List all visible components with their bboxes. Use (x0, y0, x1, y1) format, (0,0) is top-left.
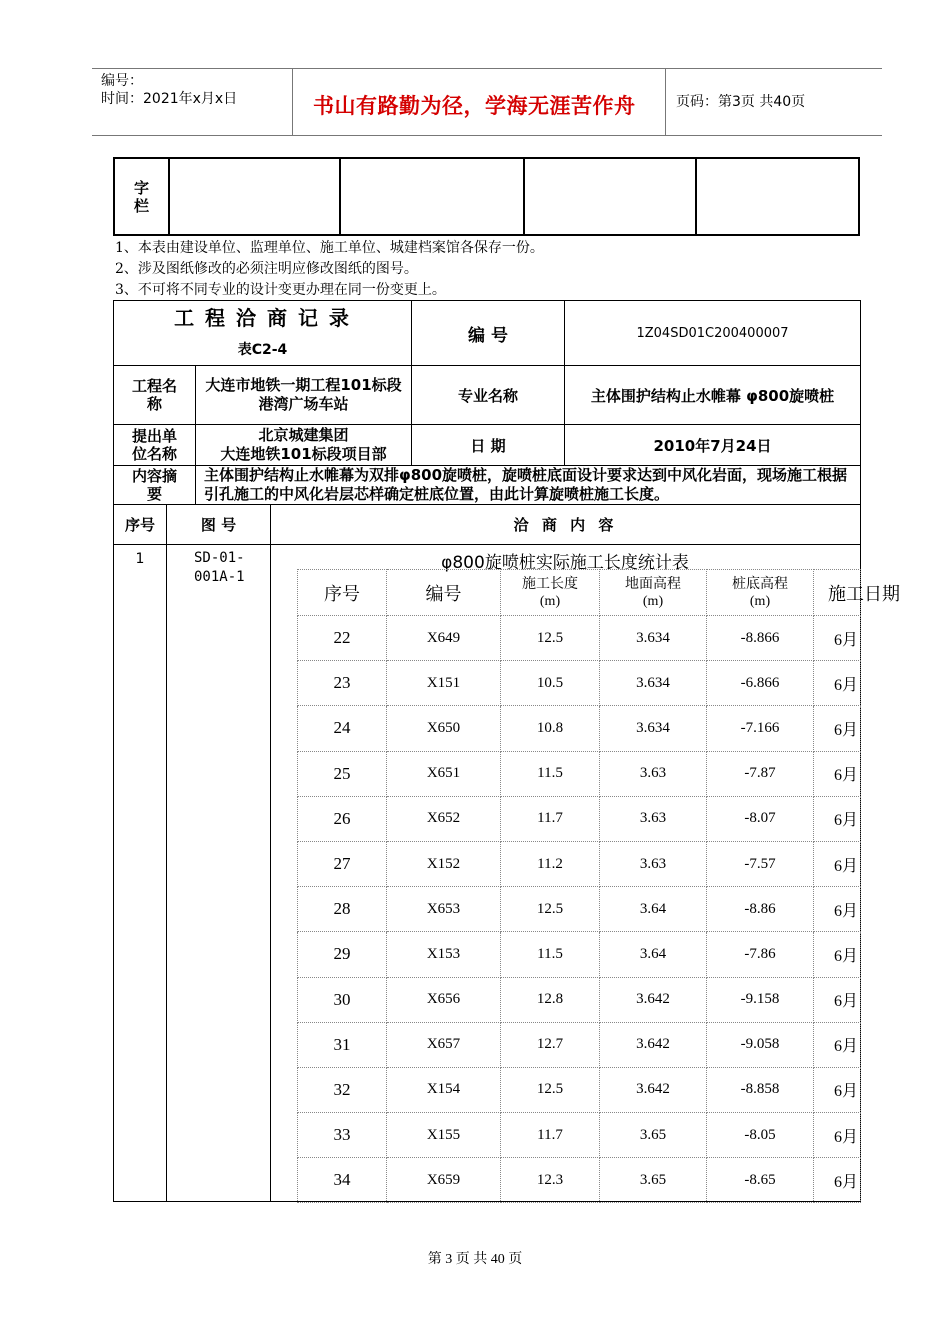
stats-cell-date: 6月 (814, 1113, 861, 1158)
stats-cell-seq: 33 (298, 1113, 387, 1158)
stats-cell-bottom: -9.058 (707, 1022, 814, 1067)
summary-label: 内容摘要 (114, 466, 196, 505)
stats-cell-date: 6月 (814, 751, 861, 796)
stats-header-bottom: 桩底高程 (m) (707, 570, 814, 616)
project-name-label: 工程名称 (114, 366, 196, 425)
stats-cell-ground: 3.64 (600, 932, 707, 977)
stats-cell-ground: 3.634 (600, 616, 707, 661)
stats-cell-length: 12.3 (501, 1158, 600, 1203)
project-name-value: 大连市地铁一期工程101标段 港湾广场车站 (196, 366, 412, 425)
stats-cell-bottom: -8.86 (707, 887, 814, 932)
stats-cell-ground: 3.642 (600, 1067, 707, 1112)
stats-cell-length: 10.8 (501, 706, 600, 751)
signature-cell-3 (524, 158, 696, 235)
stats-cell-bottom: -6.866 (707, 661, 814, 706)
stats-cell-code: X652 (387, 796, 501, 841)
stats-cell-seq: 31 (298, 1022, 387, 1067)
signature-cell-4 (696, 158, 859, 235)
stats-cell-length: 11.7 (501, 796, 600, 841)
table-row (298, 1022, 861, 1067)
header-serial: 编号： (101, 73, 143, 89)
stats-cell-date: 6月 (814, 977, 861, 1022)
table-row (298, 706, 861, 751)
date-value: 2010年7月24日 (565, 425, 861, 466)
note-1: 1、本表由建设单位、监理单位、施工单位、城建档案馆各保存一份。 (115, 240, 544, 256)
stats-header-date: 施工日期 (814, 570, 861, 616)
stats-cell-ground: 3.642 (600, 977, 707, 1022)
stats-cell-date: 6月 (814, 706, 861, 751)
stats-cell-ground: 3.63 (600, 841, 707, 886)
stats-cell-seq: 28 (298, 887, 387, 932)
stats-cell-code: X151 (387, 661, 501, 706)
signature-cell-2 (340, 158, 524, 235)
stats-header-row (298, 570, 861, 616)
note-3: 3、不可将不同专业的设计变更办理在同一份变更上。 (115, 282, 446, 298)
stats-cell-bottom: -8.65 (707, 1158, 814, 1203)
stats-cell-code: X656 (387, 977, 501, 1022)
stats-cell-ground: 3.63 (600, 796, 707, 841)
stats-cell-seq: 30 (298, 977, 387, 1022)
stats-cell-length: 12.5 (501, 887, 600, 932)
stats-cell-ground: 3.642 (600, 1022, 707, 1067)
stats-cell-seq: 22 (298, 616, 387, 661)
table-row (298, 796, 861, 841)
stats-header-code: 编号 (387, 570, 501, 616)
note-2: 2、涉及图纸修改的必须注明应修改图纸的图号。 (115, 261, 418, 277)
table-row (298, 661, 861, 706)
stats-cell-bottom: -7.87 (707, 751, 814, 796)
stats-cell-date: 6月 (814, 932, 861, 977)
stats-cell-length: 12.5 (501, 1067, 600, 1112)
stats-cell-date: 6月 (814, 1158, 861, 1203)
stats-cell-date: 6月 (814, 887, 861, 932)
stats-cell-date: 6月 (814, 1022, 861, 1067)
table-row (298, 616, 861, 661)
signature-cell-1 (169, 158, 340, 235)
stats-title: φ800旋喷桩实际施工长度统计表 (441, 553, 689, 573)
stats-cell-length: 11.2 (501, 841, 600, 886)
stats-cell-seq: 32 (298, 1067, 387, 1112)
stats-cell-date: 6月 (814, 841, 861, 886)
table-row (298, 1113, 861, 1158)
code-label: 编 号 (412, 301, 565, 366)
major-label: 专业名称 (412, 366, 565, 425)
stats-cell-code: X152 (387, 841, 501, 886)
stats-cell-bottom: -7.86 (707, 932, 814, 977)
col-drawing-header: 图 号 (167, 505, 271, 545)
col-seq-header: 序号 (114, 505, 167, 545)
stats-cell-ground: 3.63 (600, 751, 707, 796)
stats-cell-length: 12.7 (501, 1022, 600, 1067)
row-seq: 1 (114, 545, 167, 1202)
stats-cell-date: 6月 (814, 1067, 861, 1112)
stats-cell-ground: 3.634 (600, 661, 707, 706)
unit-label: 提出单位名称 (114, 425, 196, 466)
stats-cell-ground: 3.634 (600, 706, 707, 751)
stats-cell-code: X155 (387, 1113, 501, 1158)
form-title: 工 程 洽 商 记 录 (174, 305, 351, 330)
stats-cell-date: 6月 (814, 661, 861, 706)
stats-cell-code: X659 (387, 1158, 501, 1203)
stats-cell-length: 10.5 (501, 661, 600, 706)
stats-cell-bottom: -8.07 (707, 796, 814, 841)
stats-cell-bottom: -7.166 (707, 706, 814, 751)
table-row (298, 1067, 861, 1112)
stats-cell-ground: 3.64 (600, 887, 707, 932)
stats-cell-seq: 29 (298, 932, 387, 977)
table-row (298, 977, 861, 1022)
stats-table (297, 569, 900, 1203)
stats-cell-seq: 27 (298, 841, 387, 886)
stats-cell-length: 11.5 (501, 751, 600, 796)
stats-cell-code: X153 (387, 932, 501, 977)
stats-cell-bottom: -8.05 (707, 1113, 814, 1158)
table-row (298, 932, 861, 977)
header-bottom-rule (92, 135, 882, 136)
header-motto: 书山有路勤为径，学海无涯苦作舟 (313, 93, 636, 118)
stats-cell-length: 11.7 (501, 1113, 600, 1158)
form-table-no: 表C2-4 (237, 341, 288, 358)
unit-value: 北京城建集团 大连地铁101标段项目部 (196, 425, 412, 466)
stats-cell-date: 6月 (814, 796, 861, 841)
stats-cell-bottom: -8.858 (707, 1067, 814, 1112)
stats-cell-seq: 34 (298, 1158, 387, 1203)
stats-cell-code: X657 (387, 1022, 501, 1067)
stats-cell-length: 11.5 (501, 932, 600, 977)
signature-table (113, 157, 860, 236)
stats-cell-ground: 3.65 (600, 1158, 707, 1203)
stats-cell-code: X649 (387, 616, 501, 661)
stats-cell-bottom: -8.866 (707, 616, 814, 661)
header-divider-right (665, 68, 666, 135)
form-title-cell (114, 301, 412, 366)
table-row (298, 1158, 861, 1203)
col-content-header: 洽 商 内 容 (271, 505, 861, 545)
stats-cell-seq: 23 (298, 661, 387, 706)
stats-cell-ground: 3.65 (600, 1113, 707, 1158)
table-row (298, 751, 861, 796)
stats-header-length: 施工长度 (m) (501, 570, 600, 616)
table-row (298, 887, 861, 932)
signature-label: 字 栏 (114, 158, 169, 235)
table-row (298, 841, 861, 886)
summary-value: 主体围护结构止水帷幕为双排φ800旋喷桩，旋喷桩底面设计要求达到中风化岩面，现场施工根据引孔施工的中风化岩层芯样确定桩底位置，由此计算旋喷桩施工长度。 (196, 466, 861, 505)
stats-cell-date: 6月 (814, 616, 861, 661)
stats-header-seq: 序号 (298, 570, 387, 616)
row-drawing: SD-01- 001A-1 (167, 545, 271, 1202)
stats-cell-code: X653 (387, 887, 501, 932)
stats-cell-length: 12.5 (501, 616, 600, 661)
header-page: 页码：第3页 共40页 (676, 94, 806, 110)
stats-cell-length: 12.8 (501, 977, 600, 1022)
stats-cell-bottom: -9.158 (707, 977, 814, 1022)
stats-cell-bottom: -7.57 (707, 841, 814, 886)
stats-header-ground: 地面高程 (m) (600, 570, 707, 616)
stats-cell-seq: 25 (298, 751, 387, 796)
header-time: 时间：2021年x月x日 (101, 91, 238, 107)
stats-cell-seq: 24 (298, 706, 387, 751)
page-footer: 第 3 页 共 40 页 (427, 1252, 523, 1267)
code-value: 1Z04SD01C200400007 (565, 301, 861, 366)
stats-cell-code: X650 (387, 706, 501, 751)
header-divider-left (292, 68, 293, 135)
stats-cell-code: X651 (387, 751, 501, 796)
date-label: 日 期 (412, 425, 565, 466)
header-top-rule (92, 68, 882, 69)
major-value: 主体围护结构止水帷幕 φ800旋喷桩 (565, 366, 861, 425)
stats-cell-code: X154 (387, 1067, 501, 1112)
stats-cell-seq: 26 (298, 796, 387, 841)
